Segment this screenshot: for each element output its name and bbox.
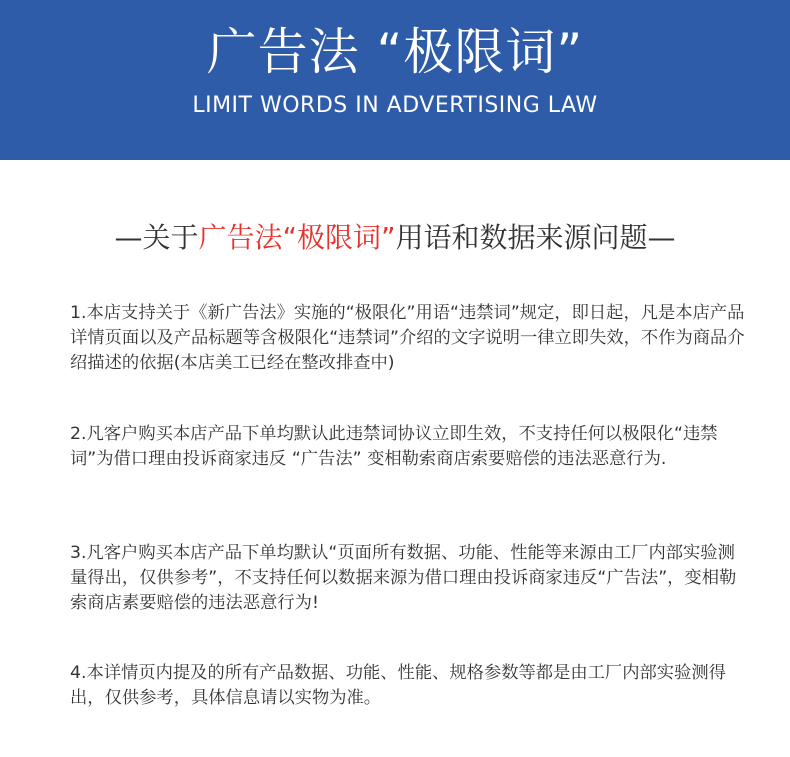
heading-dash-right: — [647, 221, 676, 254]
paragraph-3: 3.凡客户购买本店产品下单均默认“页面所有数据、功能、性能等来源由工厂内部实验测量得出，仅供参考”，不支持任何以数据来源为借口理由投诉商家违反“广告法”，变相勒索商店素要赔偿的违法恶意行为! [70, 543, 737, 613]
section-heading [0, 218, 790, 258]
heading-prefix: 关于 [142, 221, 199, 254]
header-banner [0, 0, 790, 160]
heading-suffix: 用语和数据来源问题 [395, 221, 648, 254]
heading-dash-left: — [114, 221, 143, 254]
page-title: 广告法 “极限词” [206, 23, 584, 81]
paragraph-2: 2.凡客户购买本店产品下单均默认此违禁词协议立即生效，不支持任何以极限化“违禁词”为借口理由投诉商家违反 “广告法” 变相勒索商店索要赔偿的违法恶意行为. [70, 424, 718, 469]
page-subtitle: LIMIT WORDS IN ADVERTISING LAW [192, 93, 598, 118]
paragraph-4: 4.本详情页内提及的所有产品数据、功能、性能、规格参数等都是由工厂内部实验测得出，仅供参考，具体信息请以实物为准。 [70, 663, 726, 708]
heading-highlight: 广告法“极限词” [198, 221, 396, 254]
paragraph-1: 1.本店支持关于《新广告法》实施的“极限化”用语“违禁词”规定，即日起，凡是本店产品详情页面以及产品标题等含极限化“违禁词”介绍的文字说明一律立即失效，不作为商品介绍描述的依据(本店美工已经在整改排查中) [70, 303, 745, 373]
